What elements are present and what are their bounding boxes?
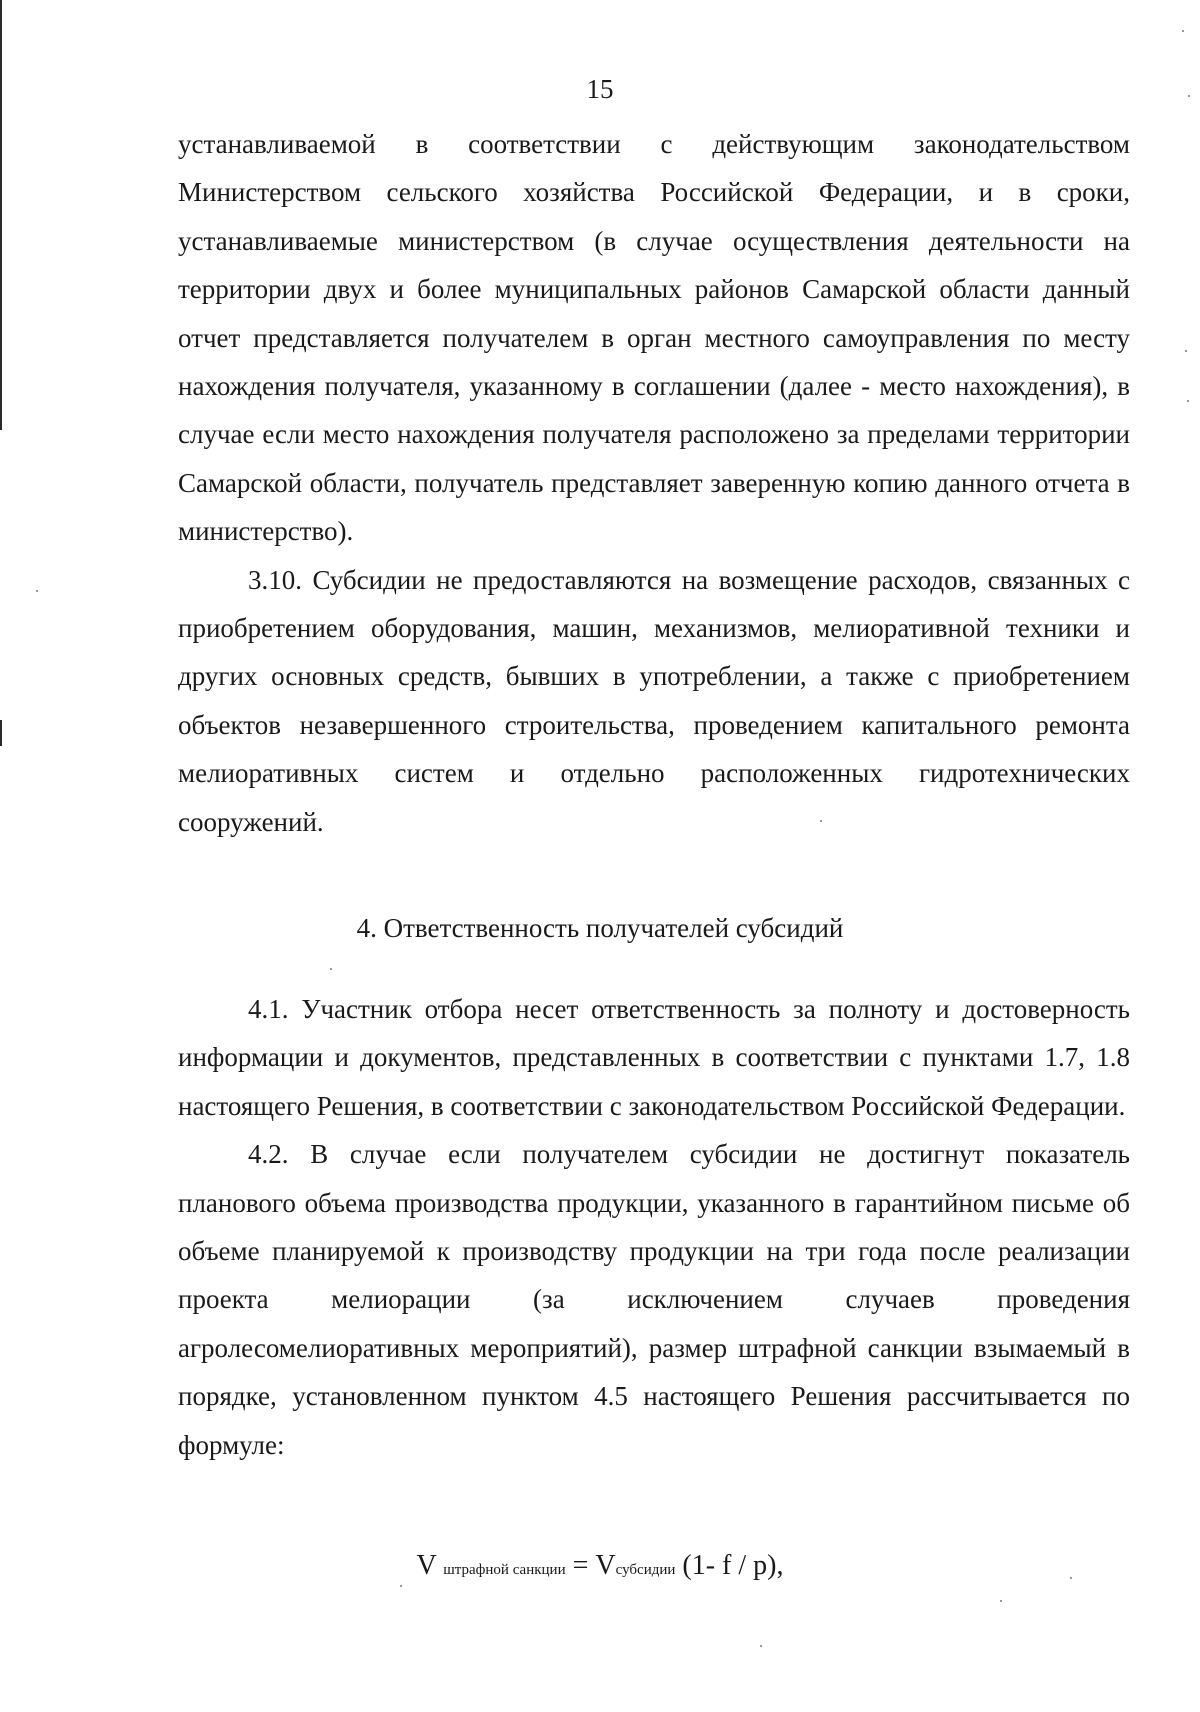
formula-expression: (1- f / p), bbox=[682, 1550, 784, 1581]
formula-v-penalty: V bbox=[416, 1550, 437, 1581]
scan-speck bbox=[36, 590, 38, 592]
scan-speck bbox=[1182, 30, 1184, 32]
scan-speck bbox=[820, 820, 822, 822]
scan-speck bbox=[400, 1585, 402, 1587]
formula-subscript-penalty: штрафной санкции bbox=[443, 1562, 566, 1578]
penalty-formula bbox=[0, 1548, 1200, 1588]
page-number: 15 bbox=[586, 74, 614, 104]
scan-speck bbox=[1000, 1600, 1002, 1602]
scan-speck bbox=[1187, 400, 1189, 402]
scan-edge-mark bbox=[0, 720, 2, 746]
scan-speck bbox=[1070, 1577, 1072, 1579]
formula-subscript-subsidy: субсидии bbox=[615, 1562, 676, 1578]
scan-speck bbox=[1188, 95, 1190, 97]
formula-equals: = bbox=[572, 1550, 589, 1581]
paragraph-4-2: 4.2. В случае если получателем субсидии не достигнут показатель планового объема производства продукции, указанного в гарантийном письме об объеме планируемой к производству продукции на три года после реализации проекта мелиорации (за исключением случаев проведения агролесомелиоративных мероприятий), размер штрафной санкции взымаемый в порядке, установленном пунктом 4.5 настоящего Решения рассчитывается по формуле: bbox=[178, 1139, 1130, 1460]
section-heading: 4. Ответственность получателей субсидий bbox=[356, 913, 844, 943]
paragraph-4-1: 4.1. Участник отбора несет ответственность за полноту и достоверность информации и документов, представленных в соответствии с пунктами 1.7, 1.8 настоящего Решения, в соответствии с законодательством Российской Федерации. bbox=[178, 994, 1130, 1121]
section-4-body bbox=[178, 985, 1130, 1469]
scan-edge-mark bbox=[0, 0, 2, 430]
scan-speck bbox=[760, 1645, 762, 1647]
section-3-continuation bbox=[178, 120, 1130, 846]
scan-speck bbox=[330, 968, 332, 970]
scan-speck bbox=[1185, 350, 1187, 352]
paragraph-3-10: 3.10. Субсидии не предоставляются на возмещение расходов, связанных с приобретением оборудования, машин, механизмов, мелиоративной техники и других основных средств, бывших в употреблении, а также с приобретением объектов незавершенного строительства, проведением капитального ремонта мелиоративных систем и отдельно расположенных гидротехнических сооружений. bbox=[178, 564, 1130, 837]
formula-v-subsidy: V bbox=[595, 1550, 616, 1581]
continuation-paragraph: устанавливаемой в соответствии с действующим законодательством Министерством сельского хозяйства Российской Федерации, и в сроки, устанавливаемые министерством (в случае осуществления деятельности на территории двух и более муниципальных районов Самарской области данный отчет представляется получателем в орган местного самоуправления по месту нахождения получателя, указанному в соглашении (далее - место нахождения), в случае если место нахождения получателя расположено за пределами территории Самарской области, получатель представляет заверенную копию данного отчета в министерство). bbox=[178, 129, 1130, 547]
